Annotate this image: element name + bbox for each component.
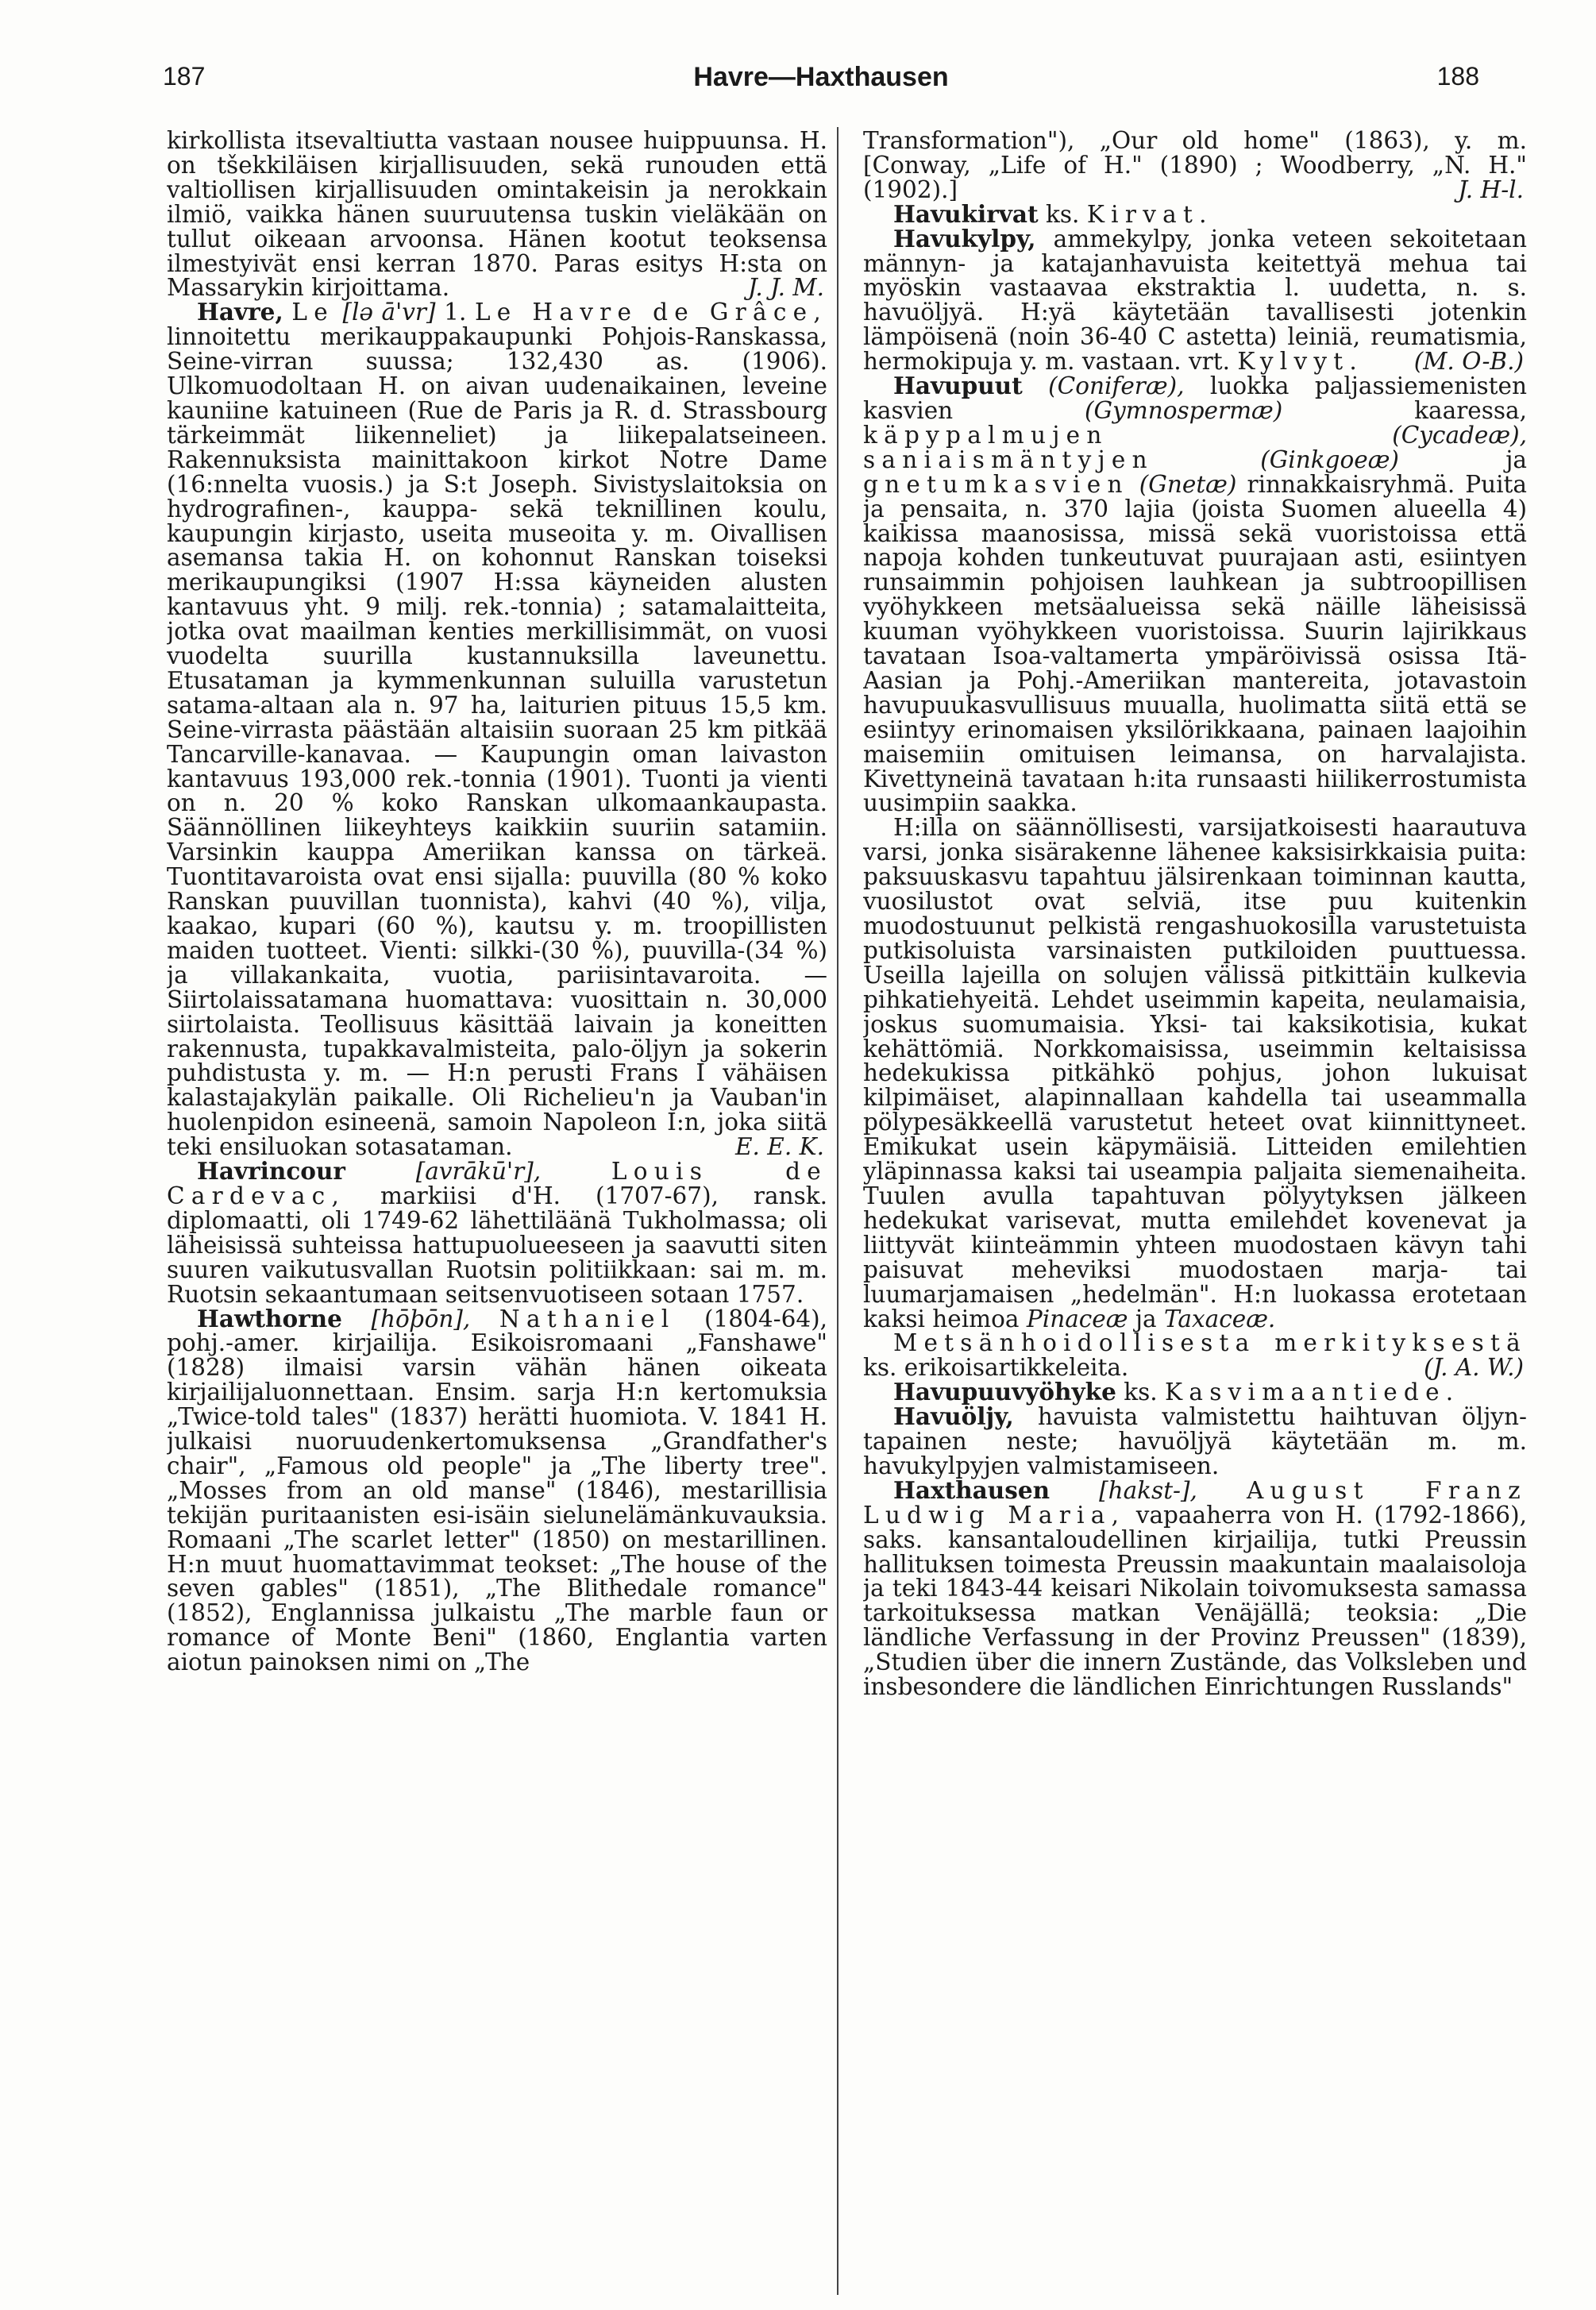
entry-text: ja bbox=[1135, 1305, 1157, 1332]
pronunciation: [avrākū'r], bbox=[415, 1158, 542, 1186]
entry-hawthorne bbox=[167, 1304, 827, 1676]
person-name: August Franz Ludwig Maria, bbox=[863, 1476, 1527, 1529]
entry-havupuut bbox=[863, 374, 1527, 816]
cross-reference: Kirvat. bbox=[1086, 200, 1213, 228]
column-divider bbox=[837, 127, 838, 2295]
left-column bbox=[167, 129, 827, 2297]
page-number-right: 188 bbox=[1436, 62, 1479, 91]
entry-havre bbox=[167, 300, 827, 1159]
entry-havuoljy bbox=[863, 1402, 1527, 1479]
headword: Havuöljy, bbox=[893, 1402, 1014, 1431]
entry-text: ks. bbox=[1046, 200, 1080, 228]
headword: Havukirvat bbox=[893, 199, 1039, 228]
pronunciation: [lə ā'vr] bbox=[342, 299, 436, 326]
headword: Haxthausen bbox=[893, 1475, 1051, 1504]
entry-text: markiisi d'H. (1707-67), ransk. diplomaatti, oli 1749-62 lähettiläänä Tukholmassa; oli läheisissä suhteissa hattupuolueeseen ja saavutti siten suuren vaikutusvallan Ruotsin politiikkaan: sai m. m. Ruotsin sekaantumaan seitsenvuotiseen sotaan 1757. bbox=[167, 1182, 827, 1308]
author-signature: E. E. K. bbox=[735, 1133, 824, 1161]
entry-text: vapaaherra von H. (1792-1866), saks. kansantaloudellinen kirjailija, tutki Preussin hallituksen toimesta Preussin maakuntain maalaisoloja ja teki 1843-44 keisari Nikolain toivomuksesta samassa tarkoituksessa matkan Venäjällä; teoksia: „Die ländliche Verfassung in der Provinz Preussen" (1839), „Studien über die innern Zustände, das Volksleben und insbesondere die ländlichen Einrichtungen Russlands" bbox=[863, 1501, 1527, 1701]
subheading: Metsänhoidollisesta merkityksestä bbox=[893, 1329, 1527, 1357]
headword: Havre, bbox=[197, 298, 283, 326]
latin-name: Pinaceæ bbox=[1026, 1305, 1128, 1332]
group-name: gnetumkasvien bbox=[863, 470, 1129, 498]
headword: Havrincour bbox=[197, 1157, 345, 1186]
group-name: käpypalmujen bbox=[863, 421, 1108, 449]
entry-text: havuista valmistettu haihtuvan öljyn-tapainen neste; havuöljyä käytetään m. m. havukylpyjen valmistamiseen. bbox=[863, 1403, 1527, 1479]
entry-havupuuvyohyke bbox=[863, 1380, 1527, 1405]
entry-text: rinnakkaisryhmä. Puita ja pensaita, n. 370 lajia (joista Suomen alueella 4) kaikissa maanosissa, missä sekä vuoristoissa että napoja kohden tunkeutuvat puurajaan asti, esiintyen runsaimmin pohjoisen lauhkean ja subtroopillisen vyöhykkeen metsäalueissa sekä näille läheisissä kuuman vyöhykkeen vuoristoissa. Suurin lajirikkaus tavataan Isoa-valtamerta ympäröivissä osissa Itä-Aasian ja Pohj.-Ameriikan mantereita, jotavastoin havupuukasvullisuus muualla, huolimatta siitä että se esiintyy erinomaisen yksilörikkaana, painaen laajoihin maisemiin omituisen leimansa, on harvalajista. Kivettyneinä tavataan h:ita runsaasti hiilikerrostumista uusimpiin saakka. bbox=[863, 470, 1527, 817]
latin-name: (Gymnospermæ) bbox=[1085, 396, 1283, 424]
author-signature: (M. O-B.) bbox=[1413, 348, 1524, 376]
cross-reference: Kasvimaantiede. bbox=[1165, 1379, 1460, 1406]
headword: Hawthorne bbox=[197, 1304, 342, 1332]
headword: Havupuut bbox=[893, 372, 1023, 400]
person-name: Nathaniel bbox=[499, 1305, 676, 1332]
page-header bbox=[163, 62, 1479, 110]
entry-text: kaaressa, bbox=[1414, 396, 1527, 424]
hasek-continuation bbox=[167, 129, 827, 300]
entry-text: linnoitettu merikauppakaupunki Pohjois-Ranskassa, Seine-virran suussa; 132,430 as. (1906). Ulkomuodoltaan H. on aivan uudenaikainen, leveine kauniine katuineen (Rue de Paris ja R. d. Strassbourg tärkeimmät liikenneliet) ja liikepalatseineen. Rakennuksista mainittakoon kirkot Notre Dame (16:nnelta vuosis.) ja S:t Joseph. Sivistyslaitoksia on hydrografinen-, kauppa- sekä teknillinen koulu, kaupungin kirjasto, useita museoita y. m. Oivallisen asemansa takia H. on kohonnut Ranskan toiseksi merikaupungiksi (1907 H:ssa käyneiden alusten kantavuus yht. 9 milj. rek.-tonnia) ; satamalaitteita, jotka ovat maailman kenties merkillisimmät, on vuosi vuodelta suurilla kustannuksilla laveunettu. Etusataman ja kymmenkunnan suluilla varustetun satama-altaan ala n. 97 ha, laiturien pituus 15,5 km. Seine-virrasta päästään altaisiin suoraan 25 km pitkää Tancarville-kanavaa. — Kaupungin oman laivaston kantavuus 193,000 rek.-tonnia (1901). Tuonti ja vienti on n. 20 % koko Ranskan ulkomaankaupasta. Säännöllinen liikeyhteys kaikkiin suuriin satamiin. Varsinkin kauppa Ameriikan kanssa on tärkeä. Tuontitavaroista ovat ensi sijalla: puuvilla (80 % koko Ranskan puuvillan tuonnista), kahvi (40 %), vilja, kaakao, kupari (60 %), kautsu y. m. troopillisten maiden tuotteet. Vienti: silkki-(30 %), puuvilla-(34 %) ja villakankaita, vuotia, pariisintavaroita. — Siirtolaissatamana huomattava: vuosittain n. 30,000 siirtolaista. Teollisuus käsittää laivain ja koneitten rakennusta, tupakkavalmisteita, palo-öljyn ja sokerin puhdistusta y. m. — H:n perusti Frans I vähäisen kalastajakylän paikalle. Oli Richelieu'n ja Vauban'in huolenpidon esineenä, samoin Napoleon I:n, joka siitä teki ensiluokan sotasataman. bbox=[167, 323, 827, 1161]
headword: Havukylpy, bbox=[893, 224, 1036, 253]
hawthorne-continuation bbox=[863, 129, 1527, 202]
headword: Havupuuvyöhyke bbox=[893, 1378, 1116, 1406]
entry-text: kirkollista itsevaltiutta vastaan nousee huippuunsa. H. on tšekkiläisen kirjallisuuden, sekä runouden että valtiollisen kirjallisuuden omintakeisin ja nerokkain ilmiö, vaikka hänen suuruutensa tuskin vieläkään on tullut oikeaan arvoonsa. Hänen kootut teoksensa ilmestyivät ensi kerran 1870. Paras esitys H:sta on Massarykin kirjoittama. bbox=[167, 129, 827, 302]
latin-name: (Coniferæ), bbox=[1048, 372, 1185, 400]
entry-text: H:illa on säännöllisesti, varsijatkoisesti haarautuva varsi, jonka sisärakenne lähenee kaksisirkkaisia puita: paksuuskasvu tapahtuu jälsirenkaan toiminnan kautta, vuosilustot ovat selviä, itse puu kuitenkin muodostuunut pelkistä rengashuokosilla varustetuista putkisoluista varsinaisten putkiloiden puuttuessa. Useilla lajeilla on solujen välissä pitkittäin kulkevia pihkatiehyeitä. Lehdet useimmin kapeita, neulamaisia, joskus suomumaisia. Yksi- tai kaksikotisia, kukat kehättömiä. Norkkomaisissa, useimmin keltaisissa hedekukissa pitkähkö pohjus, johon lukuisat kilpimäiset, alapinnallaan kahdella tai useammalla pölypesäkkeellä varustetut heteet ovat kiinnittyneet. Emikukat usein käpymäisiä. Litteiden emilehtien yläpinnassa kaksi tai useampia paljaita siemenaiheita. Tuulen avulla tapahtuvan pölyytyksen jälkeen hedekukat varisevat, mutta emilehdet kovenevat ja liittyvät kiinteämmin yhteen muodostaen kävyn tahi paisuvat meheviksi muodostaen marja- tai luumarjamaisen „hedelmän". H:n luokassa erotetaan kaksi heimoa bbox=[863, 814, 1527, 1332]
person-name: Louis de Cardevac, bbox=[167, 1158, 827, 1209]
entry-haxthausen bbox=[863, 1475, 1527, 1701]
page-number-left: 187 bbox=[163, 62, 206, 91]
pronunciation: [hōþōn], bbox=[371, 1305, 471, 1332]
entry-number: 1. bbox=[444, 299, 467, 326]
latin-name: (Ginkgoeæ) bbox=[1260, 445, 1399, 473]
author-signature: J. J. M. bbox=[747, 274, 824, 302]
right-column bbox=[863, 129, 1527, 2297]
headword-article: Le bbox=[291, 299, 334, 326]
author-signature: (J. A. W.) bbox=[1424, 1354, 1524, 1382]
group-name: saniaismäntyjen bbox=[863, 445, 1154, 473]
alternate-name: Le Havre de Grâce, bbox=[474, 299, 827, 326]
latin-name: (Gnetæ) bbox=[1139, 470, 1237, 498]
entry-text: Transformation"), „Our old home" (1863), y. m. [Conway, „Life of H." (1890) ; Woodberry, „N. H." (1902).] bbox=[863, 129, 1527, 203]
entry-text: ammekylpy, jonka veteen sekoitetaan männyn- ja katajanhavuista keitettyä mehua tai myöskin vastaavaa ekstraktia l. uudetta, n. s. havuöljyä. H:yä käytetään tavallisesti jotenkin lämpöisenä (noin 36-40 C astetta) leiniä, reumatismia, hermokipuja y. m. vastaan. vrt. bbox=[863, 225, 1527, 376]
entry-havupuut-forestry bbox=[863, 1331, 1527, 1380]
entry-havrincour bbox=[167, 1159, 827, 1306]
author-signature: J. H-l. bbox=[1458, 175, 1524, 203]
pronunciation: [hakst-], bbox=[1099, 1476, 1197, 1504]
entry-havukylpy bbox=[863, 224, 1527, 376]
entry-text: luokka paljassiemenisten kasvien bbox=[863, 372, 1527, 424]
entry-text: ja bbox=[1505, 445, 1527, 473]
latin-name: Taxaceæ. bbox=[1164, 1305, 1276, 1332]
entry-havukirvat bbox=[863, 199, 1527, 228]
entry-text: ks. bbox=[1124, 1379, 1158, 1406]
latin-name: (Cycadeæ), bbox=[1392, 421, 1527, 449]
entry-text: (1804-64), pohj.-amer. kirjailija. Esikoisromaani „Fanshawe" (1828) ilmaisi varsin vähän hänen oikeata kirjailijaluonnettaan. Ensim. sarja H:n kertomuksia „Twice-told tales" (1837) herätti huomiota. V. 1841 H. julkaisi nuoruudenkertomuksensa „Grandfather's chair", „Famous old people" ja „The liberty tree". „Mosses from an old manse" (1846), mestarillisia tekijän puritaanisten esi-isäin sielunelämänkuvauksia. Romaani „The scarlet letter" (1850) on mestarillinen. H:n muut huomattavimmat teokset: „The house of the seven gables" (1851), „The Blithedale romance" (1852), Englannissa julkaistu „The marble faun or romance of Monte Beni" (1860, Englantia varten aiotun painoksen nimi on „The bbox=[167, 1305, 827, 1676]
running-title: Havre—Haxthausen bbox=[693, 62, 949, 92]
cross-reference: Kylvyt. bbox=[1237, 348, 1364, 376]
entry-havupuut-structure bbox=[863, 816, 1527, 1331]
entry-text: ks. erikoisartikkeleita. bbox=[863, 1354, 1129, 1382]
